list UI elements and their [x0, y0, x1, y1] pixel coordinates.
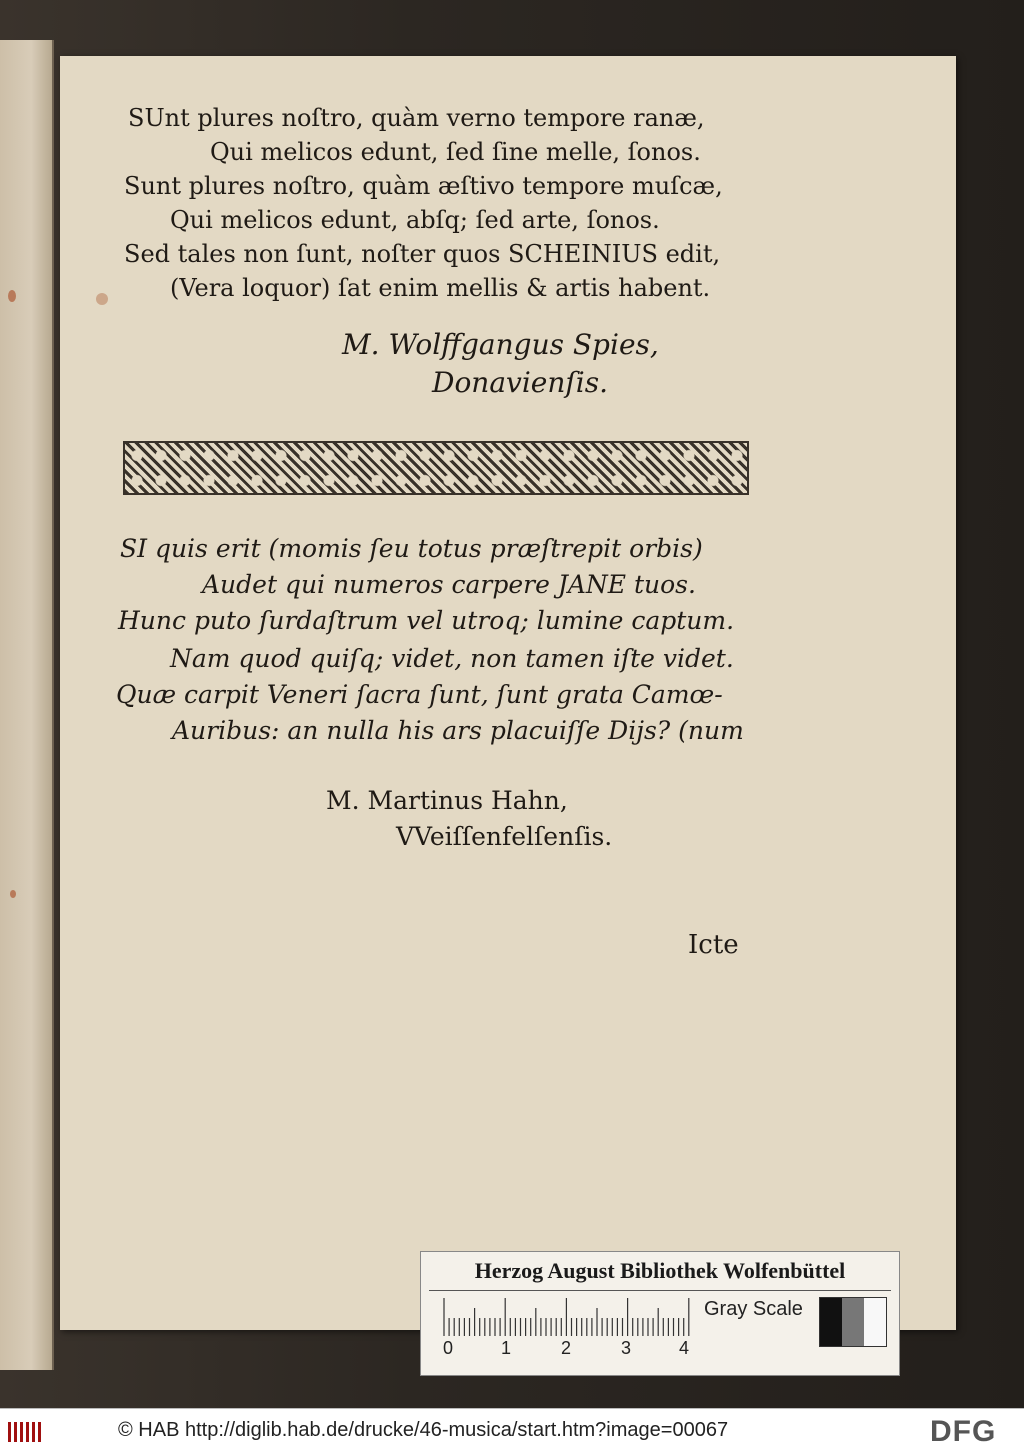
poem-line: Qui melicos edunt, abſq; ſed arte, ſonos.: [170, 206, 660, 234]
signature-name: M. Martinus Hahn,: [326, 786, 568, 815]
ruler-number: 3: [621, 1338, 632, 1358]
swatch-black: [820, 1298, 842, 1346]
signature-place: VVeiſſenfelſenſis.: [396, 822, 613, 851]
dfg-logo: DFG: [930, 1415, 997, 1448]
copyright-url[interactable]: © HAB http://diglib.hab.de/drucke/46-musica/start.htm?image=00067: [118, 1419, 729, 1441]
poem-line: Sunt plures noſtro, quàm æſtivo tempore muſcæ,: [124, 172, 723, 200]
poem-line: Hunc puto ſurdaſtrum vel utroq; lumine captum.: [118, 606, 735, 635]
facing-page-edge: [0, 40, 54, 1370]
gray-scale-label: Gray Scale: [704, 1298, 803, 1320]
ornamental-border: [123, 441, 749, 495]
ruler-number: 1: [501, 1338, 512, 1358]
ruler-number: 4: [679, 1338, 690, 1358]
library-calibration-card: [420, 1251, 900, 1376]
signature-place: Donavienſis.: [432, 366, 608, 399]
poem-line: Sed tales non ſunt, noſter quos SCHEINIUS edit,: [124, 240, 721, 268]
signature-name: M. Wolffgangus Spies,: [342, 328, 659, 361]
card-divider: [429, 1290, 891, 1291]
book-page: [60, 56, 956, 1330]
card-title: Herzog August Bibliothek Wolfenbüttel: [474, 1258, 846, 1283]
poem-line: SUnt plures noſtro, quàm verno tempore ranæ,: [128, 104, 705, 132]
poem-line: (Vera loquor) ſat enim mellis & artis habent.: [170, 274, 711, 302]
ruler-scale: [443, 1296, 693, 1336]
poem-line: Nam quod quiſq; videt, non tamen iſte videt.: [170, 644, 734, 673]
ruler-number: 2: [561, 1338, 572, 1358]
poem-line: Auribus: an nulla his ars placuiſſe Dijs? (num: [172, 716, 744, 745]
poem-line: Audet qui numeros carpere JANE tuos.: [202, 570, 696, 599]
swatch-white: [864, 1298, 886, 1346]
poem-line: SI quis erit (momis ſeu totus præſtrepit orbis): [120, 534, 703, 563]
gray-scale-swatches: [819, 1297, 887, 1347]
ruler-number: 0: [443, 1338, 454, 1358]
poem-line: Quæ carpit Veneri ſacra ſunt, ſunt grata Camœ-: [116, 680, 723, 709]
hab-logo-icon: [6, 1419, 46, 1445]
catchword: Icte: [688, 930, 739, 960]
swatch-gray: [842, 1298, 864, 1346]
viewer-footer: [0, 1408, 1024, 1455]
poem-line: Qui melicos edunt, ſed ſine melle, ſonos.: [210, 138, 701, 166]
